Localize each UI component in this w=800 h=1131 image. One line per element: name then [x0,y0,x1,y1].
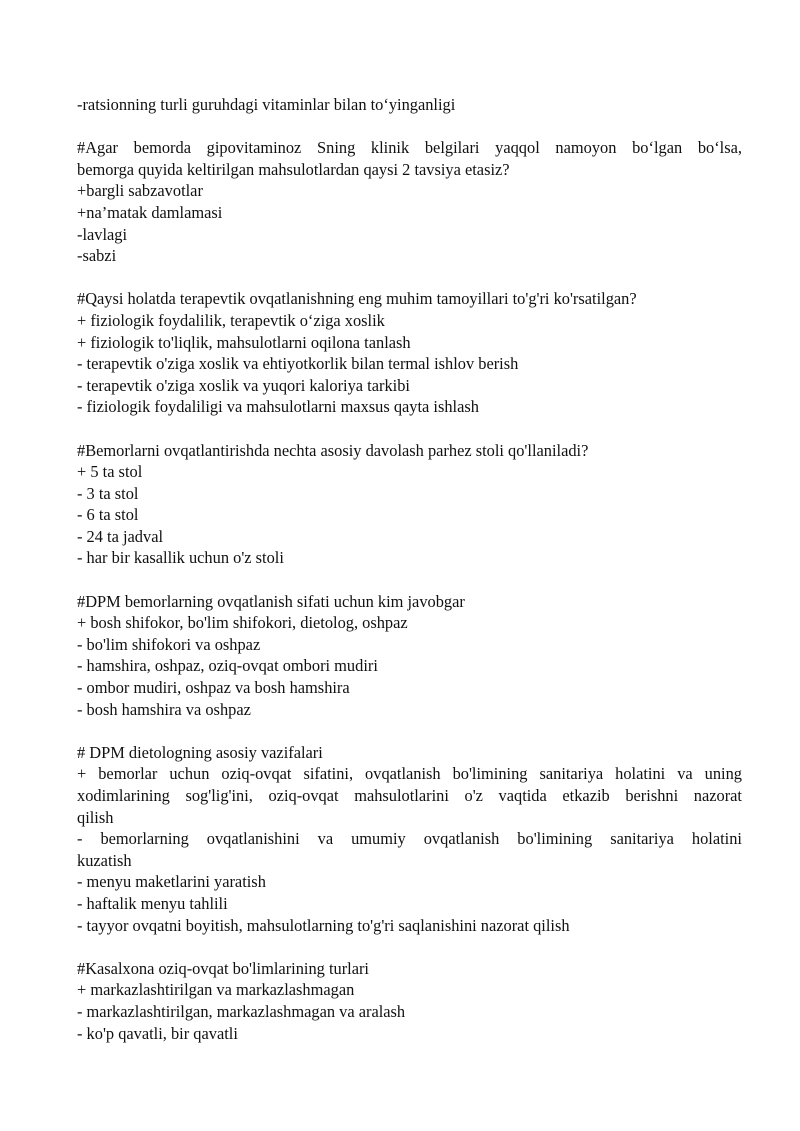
answer-option: + fiziologik foydalilik, terapevtik o‘ziga xoslik [77,310,385,330]
answer-option: - fiziologik foydaliligi va mahsulotlarni maxsus qayta ishlash [77,397,479,417]
answer-option: - terapevtik o'ziga xoslik va ehtiyotkorlik bilan termal ishlov berish [77,354,519,374]
answer-option: + fiziologik to'liqlik, mahsulotlarni oqilona tanlash [77,332,411,352]
answer-option: -lavlagi [77,224,128,244]
question-block-2 [77,288,742,418]
answer-option: - har bir kasallik uchun o'z stoli [77,548,284,568]
answer-option: - tayyor ovqatni boyitish, mahsulotlarning to'g'ri saqlanishini nazorat qilish [77,915,570,935]
question-block-3 [77,440,742,570]
answer-option: + bosh shifokor, bo'lim shifokori, dietolog, oshpaz [77,613,408,633]
answer-option: - bosh hamshira va oshpaz [77,699,251,719]
answer-option: - bemorlarning ovqatlanishini va umumiy ovqatlanish bo'limining sanitariya holatini [77,829,742,849]
answer-option: - terapevtik o'ziga xoslik va yuqori kaloriya tarkibi [77,375,410,395]
question-text: #Agar bemorda gipovitaminoz Sning klinik belgilari yaqqol namoyon bo‘lgan bo‘lsa, [77,138,742,158]
question-block-1 [77,137,742,267]
answer-option: + 5 ta stol [77,462,143,482]
question-text: #Qaysi holatda terapevtik ovqatlanishning eng muhim tamoyillari to'g'ri ko'rsatilgan? [77,289,637,309]
answer-option: +bargli sabzavotlar [77,181,203,201]
answer-option: - markazlashtirilgan, markazlashmagan va aralash [77,1001,406,1021]
question-text: #Bemorlarni ovqatlantirishda nechta asosiy davolash parhez stoli qo'llaniladi? [77,440,589,460]
answer-option: - ombor mudiri, oshpaz va bosh hamshira [77,678,350,698]
question-text: # DPM dietologning asosiy vazifalari [77,742,323,762]
answer-option: - 3 ta stol [77,483,139,503]
question-text: #DPM bemorlarning ovqatlanish sifati uchun kim javobgar [77,591,465,611]
answer-option: - 24 ta jadval [77,526,164,546]
answer-option: -ratsionning turli guruhdagi vitaminlar bilan to‘yinganligi [77,95,456,114]
answer-option: - ko'p qavatli, bir qavatli [77,1023,238,1043]
answer-option-continuation: qilish [77,807,114,827]
answer-option: - hamshira, oshpaz, oziq-ovqat ombori mudiri [77,656,378,676]
answer-option: +na’matak damlamasi [77,202,223,222]
document-page [77,94,742,1066]
answer-option: + markazlashtirilgan va markazlashmagan [77,980,355,1000]
answer-option-continuation: xodimlarining sog'lig'ini, oziq-ovqat mahsulotlarini o'z vaqtida etkazib berishni nazorat [77,786,742,805]
answer-option: - 6 ta stol [77,505,139,525]
question-block-6 [77,958,742,1044]
question-block-4 [77,591,742,721]
answer-option: -sabzi [77,246,117,266]
text-block-1 [77,94,742,116]
answer-option-continuation: kuzatish [77,850,132,870]
answer-option: - haftalik menyu tahlili [77,893,228,913]
answer-option: + bemorlar uchun oziq-ovqat sifatini, ovqatlanish bo'limining sanitariya holatini va uning [77,764,742,784]
answer-option: - menyu maketlarini yaratish [77,872,266,892]
question-text: #Kasalxona oziq-ovqat bo'limlarining turlari [77,958,369,978]
answer-option: - bo'lim shifokori va oshpaz [77,634,261,654]
question-block-5 [77,742,742,936]
question-text: bemorga quyida keltirilgan mahsulotlardan qaysi 2 tavsiya etasiz? [77,159,510,179]
